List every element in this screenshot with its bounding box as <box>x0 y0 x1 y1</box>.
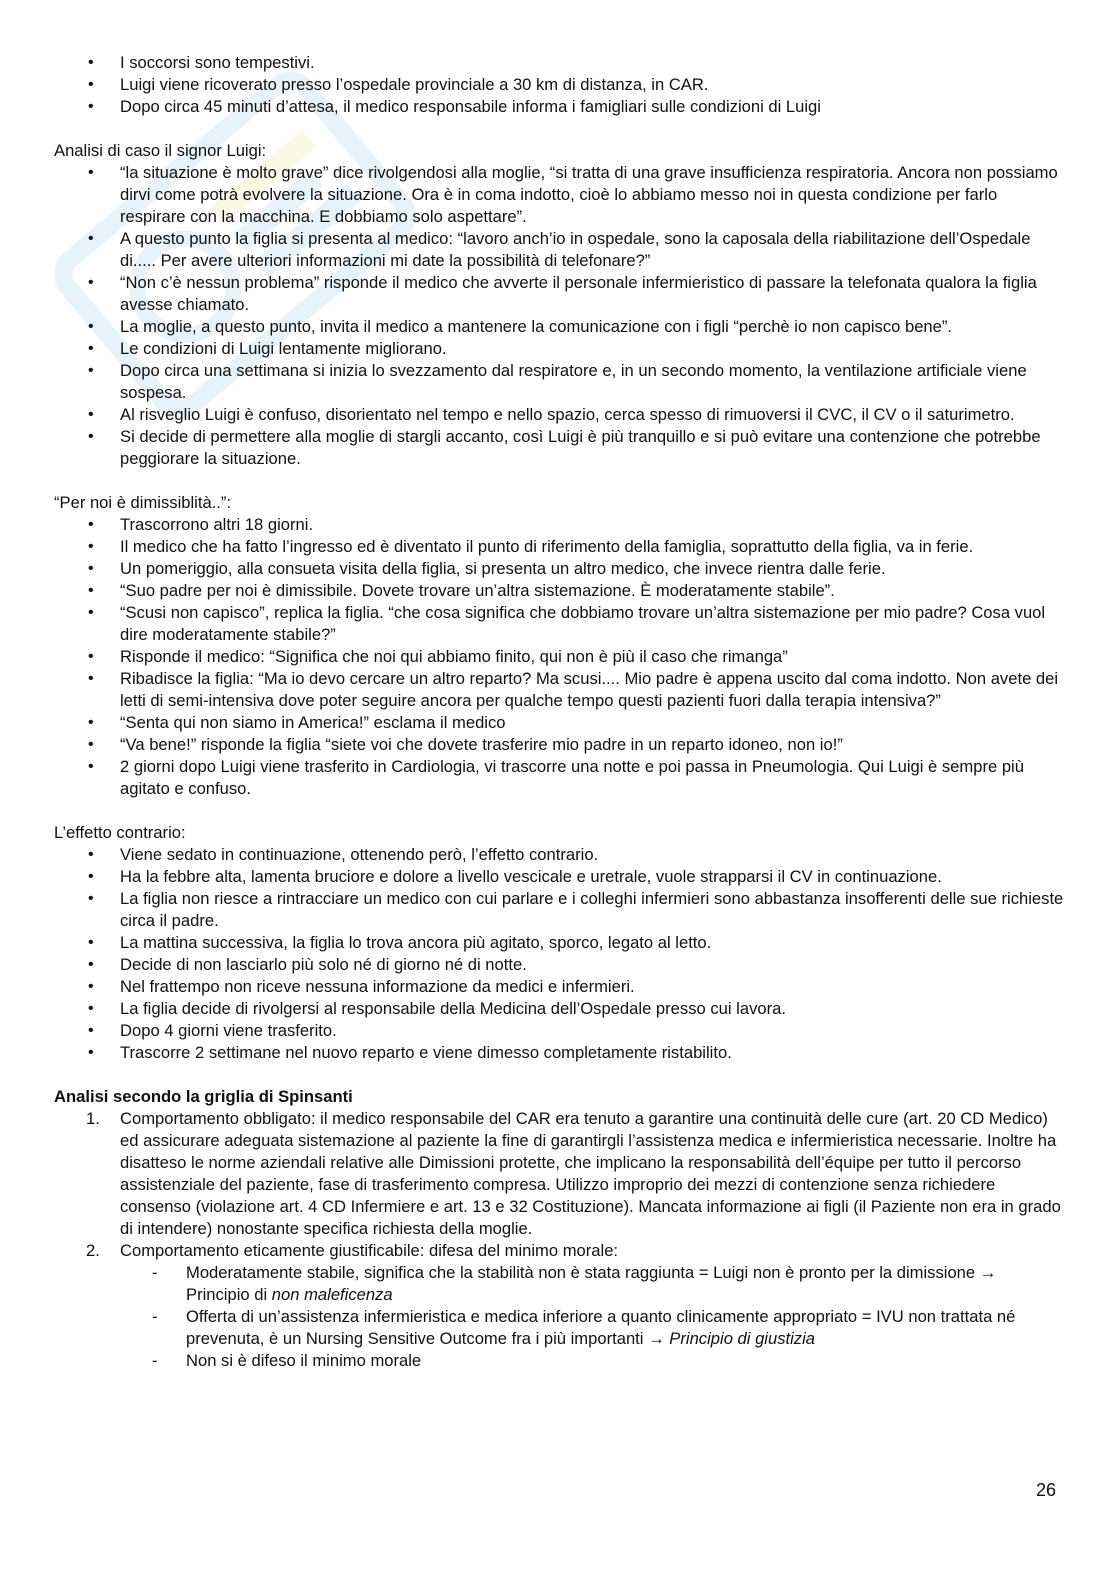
list-item: • “la situazione è molto grave” dice rivolgendosi alla moglie, “si tratta di una grave insufficienza respiratoria. Ancora non possiamo dirvi come potrà evolvere la situazione. Ora è in coma indotto, cioè lo abbiamo messo noi in questa condizione per farlo respirare con la macchina. E dobbiamo solo aspettare”. <box>54 162 1064 228</box>
list-item: • Trascorre 2 settimane nel nuovo reparto e viene dimesso completamente ristabilito. <box>54 1042 1064 1064</box>
numbered-item <box>54 1240 1064 1372</box>
list-item: • “Va bene!” risponde la figlia “siete voi che dovete trasferire mio padre in un reparto idoneo, non io!” <box>54 734 1064 756</box>
list-item: • Un pomeriggio, alla consueta visita della figlia, si presenta un altro medico, che invece rientra dalle ferie. <box>54 558 1064 580</box>
list-item: • Il medico che ha fatto l’ingresso ed è diventato il punto di riferimento della famiglia, soprattutto della figlia, va in ferie. <box>54 536 1064 558</box>
numbered-item <box>54 1108 1064 1240</box>
item-text: Comportamento eticamente giustificabile: difesa del minimo morale: <box>120 1241 619 1260</box>
list-item: • Decide di non lasciarlo più solo né di giorno né di notte. <box>54 954 1064 976</box>
list-item: • “Senta qui non siamo in America!” esclama il medico <box>54 712 1064 734</box>
list-item: • La figlia non riesce a rintracciare un medico con cui parlare e i colleghi infermieri sono abbastanza insofferenti delle sue richieste circa il padre. <box>54 888 1064 932</box>
section-effetto-contrario-list <box>54 844 1064 1064</box>
sub-list <box>120 1262 1064 1372</box>
list-item: • Luigi viene ricoverato presso l’ospedale provinciale a 30 km di distanza, in CAR. <box>54 74 1064 96</box>
document-page <box>54 52 1064 1372</box>
item-number: 2. <box>86 1241 100 1260</box>
section-heading-effetto-contrario: L’effetto contrario: <box>54 823 186 842</box>
list-item: • La mattina successiva, la figlia lo trova ancora più agitato, sporco, legato al letto. <box>54 932 1064 954</box>
list-item: • Dopo 4 giorni viene trasferito. <box>54 1020 1064 1042</box>
sub-item-italic: Principio di giustizia <box>669 1329 816 1348</box>
sub-list-item <box>120 1306 1064 1350</box>
list-item: • Nel frattempo non riceve nessuna informazione da medici e infermieri. <box>54 976 1064 998</box>
sub-list-item <box>120 1350 1064 1372</box>
list-item: • La figlia decide di rivolgersi al responsabile della Medicina dell’Ospedale presso cui lavora. <box>54 998 1064 1020</box>
list-item: • Si decide di permettere alla moglie di stargli accanto, così Luigi è più tranquillo e si può evitare una contenzione che potrebbe peggiorare la situazione. <box>54 426 1064 470</box>
section-heading-dimissibilita: “Per noi è dimissiblità..”: <box>54 493 232 512</box>
item-text: Comportamento obbligato: il medico responsabile del CAR era tenuto a garantire una continuità delle cure (art. 20 CD Medico) ed assicurare adeguata sistemazione al paziente la fine di garantirgli l’assistenza medica e infermieristica necessarie. Inoltre ha disatteso le norme aziendali relative alle Dimissioni protette, che implicano la responsabilità dell’équipe per tutto il percorso assistenziale del paziente, fase di trasferimento compresa. Utilizzo improprio dei mezzi di contenzione senza richiedere consenso (violazione art. 4 CD Infermiere e art. 13 e 32 Costituzione). Mancata informazione ai figli (il Paziente non era in grado di intendere) nonostante specifica richiesta della moglie. <box>120 1109 1061 1238</box>
list-item: • Dopo circa una settimana si inizia lo svezzamento dal respiratore e, in un secondo momento, la ventilazione artificiale viene sospesa. <box>54 360 1064 404</box>
section-heading-griglia-spinsanti: Analisi secondo la griglia di Spinsanti <box>54 1087 353 1106</box>
sub-item-italic: non maleficenza <box>271 1285 393 1304</box>
sub-item-text: Non si è difeso il minimo morale <box>186 1351 422 1370</box>
section-dimissibilita-list <box>54 514 1064 800</box>
section-intro-list <box>54 52 1064 118</box>
list-item: • I soccorsi sono tempestivi. <box>54 52 1064 74</box>
sub-item-text: Moderatamente stabile, significa che la stabilità non è stata raggiunta = Luigi non è pronto per la dimissione → Principio di <box>186 1263 997 1304</box>
list-item: • “Suo padre per noi è dimissibile. Dovete trovare un’altra sistemazione. È moderatamente stabile”. <box>54 580 1064 602</box>
list-item: • “Scusi non capisco”, replica la figlia. “che cosa significa che dobbiamo trovare un’altra sistemazione per mio padre? Cosa vuol dire moderatamente stabile?” <box>54 602 1064 646</box>
list-item: • A questo punto la figlia si presenta al medico: “lavoro anch’io in ospedale, sono la caposala della riabilitazione dell’Ospedale di..... Per avere ulteriori informazioni mi date la possibilità di telefonare?” <box>54 228 1064 272</box>
item-number: 1. <box>86 1109 100 1128</box>
page-number: 26 <box>1035 1480 1056 1500</box>
list-item: • 2 giorni dopo Luigi viene trasferito in Cardiologia, vi trascorre una notte e poi passa in Pneumologia. Qui Luigi è sempre più agitato e confuso. <box>54 756 1064 800</box>
section-analisi-caso-list <box>54 162 1064 470</box>
list-item: • Al risveglio Luigi è confuso, disorientato nel tempo e nello spazio, cerca spesso di rimuoversi il CVC, il CV o il saturimetro. <box>54 404 1064 426</box>
section-heading-analisi-caso: Analisi di caso il signor Luigi: <box>54 141 267 160</box>
list-item: • Dopo circa 45 minuti d’attesa, il medico responsabile informa i famigliari sulle condizioni di Luigi <box>54 96 1064 118</box>
list-item: • Viene sedato in continuazione, ottenendo però, l’effetto contrario. <box>54 844 1064 866</box>
sub-item-text: Offerta di un’assistenza infermieristica e medica inferiore a quanto clinicamente appropriato = IVU non trattata né prevenuta, è un Nursing Sensitive Outcome fra i più importanti → <box>186 1307 1016 1348</box>
list-item: • Trascorrono altri 18 giorni. <box>54 514 1064 536</box>
list-item: • Ha la febbre alta, lamenta bruciore e dolore a livello vescicale e uretrale, vuole strapparsi il CV in continuazione. <box>54 866 1064 888</box>
section-griglia-spinsanti-list <box>54 1108 1064 1372</box>
list-item: • Risponde il medico: “Significa che noi qui abbiamo finito, qui non è più il caso che rimanga” <box>54 646 1064 668</box>
list-item: • La moglie, a questo punto, invita il medico a mantenere la comunicazione con i figli “perchè io non capisco bene”. <box>54 316 1064 338</box>
list-item: • Le condizioni di Luigi lentamente migliorano. <box>54 338 1064 360</box>
sub-list-item <box>120 1262 1064 1306</box>
list-item: • “Non c’è nessun problema” risponde il medico che avverte il personale infermieristico di passare la telefonata qualora la figlia avesse chiamato. <box>54 272 1064 316</box>
list-item: • Ribadisce la figlia: “Ma io devo cercare un altro reparto? Ma scusi.... Mio padre è appena uscito dal coma indotto. Non avete dei letti di semi-intensiva dove poter seguire ancora per qualche tempo questi pazienti fuori dalla terapia intensiva?” <box>54 668 1064 712</box>
